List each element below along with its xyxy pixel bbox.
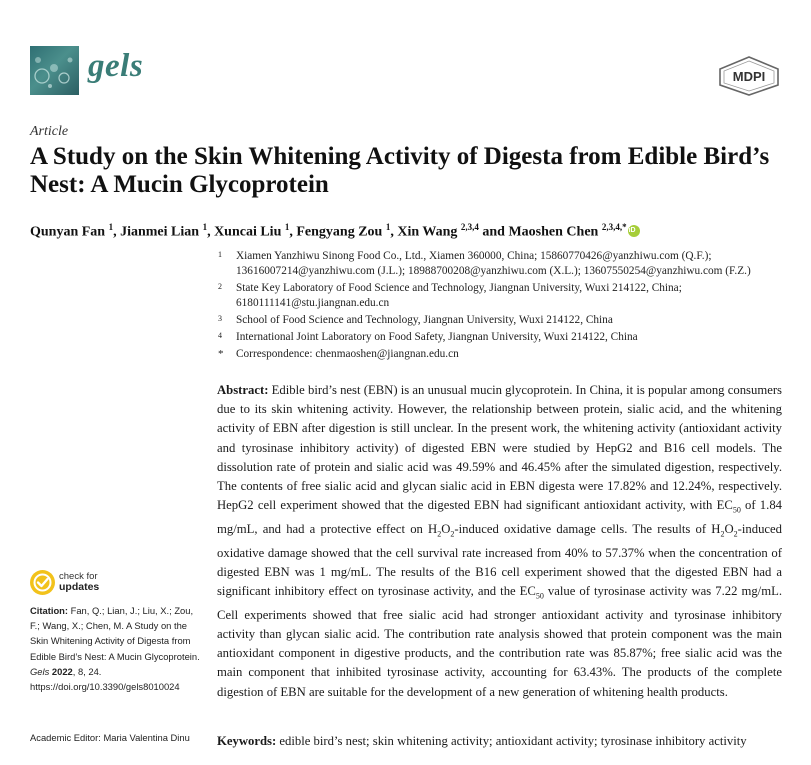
keywords-label: Keywords: bbox=[217, 734, 277, 748]
author-affil-sup: 1 bbox=[202, 222, 208, 232]
abstract-sub: 2 bbox=[450, 529, 455, 539]
citation-text: Fan, Q.; Lian, J.; Liu, X.; Zou, F.; Wang, X.; Chen, M. A Study on the Skin Whitening Activity of Digesta from Edible Bird’s Nest: A Mucin Glycoprotein. bbox=[30, 605, 200, 662]
abstract-text: of 1.84 mg/mL, and had a protective effect on H bbox=[217, 498, 783, 536]
check-updates-line2: updates bbox=[59, 581, 100, 593]
abstract-sub: 2 bbox=[437, 529, 442, 539]
abstract-text: value of tyrosinase activity was 7.22 mg/mL. Cell experiments showed that free sialic acid had stronger antioxidant activity and tyrosinase inhibitory activity than glycan sialic acid. The contribution rate analysis showed that protein component was the main antioxidant component in digestive products, and the contribution rate was 85.87%; free sialic acid was the main component that inhibited tyrosinase activity, accounting for 63.43%. The products of the complete digestion of EBN are suitable for the development of a new generation of whitening health products. bbox=[217, 584, 782, 699]
check-updates-icon bbox=[30, 570, 55, 595]
author-name[interactable]: Xuncai Liu bbox=[214, 224, 282, 240]
author-name[interactable]: Jianmei Lian bbox=[120, 224, 200, 240]
citation-year: 2022 bbox=[49, 665, 73, 677]
abstract-text: Edible bird’s nest (EBN) is an unusual mucin glycoprotein. In China, it is popular among consumers due to its skin whitening activity. However, the relationship between protein, sialic acid, and the whitening activity of EBN after digestion is still unclear. In the present work, the whitening activity (antioxidant activity and tyrosinase inhibitory activity) of digested EBN were studied by HepG2 and B16 cell models. The dissolution rate of protein and sialic acid was 49.59% and 46.45% after the simulated digestion, respectively. The contents of free sialic acid and glycan sialic acid in EBN digesta were 17.82% and 12.24%, respectively. HepG2 cell experiment showed that the digested EBN had significant antioxidant activity, with EC bbox=[217, 383, 782, 513]
citation bbox=[30, 603, 200, 694]
affiliation-text: School of Food Science and Technology, Jiangnan University, Wuxi 214122, China bbox=[236, 314, 613, 326]
abstract-text: O bbox=[724, 521, 734, 536]
publisher-logo-text: MDPI bbox=[732, 69, 766, 84]
check-updates-line1: check for bbox=[59, 571, 98, 582]
academic-editor: Academic Editor: Maria Valentina Dinu bbox=[30, 732, 190, 743]
abstract-sub: 50 bbox=[732, 505, 741, 515]
author-affil-sup: 2,3,4 bbox=[460, 222, 479, 232]
citation-label: Citation: bbox=[30, 605, 69, 616]
affiliation-text: State Key Laboratory of Food Science and Technology, Jiangnan University, Wuxi 214122, China; 6180111141@stu.jiangnan.edu.cn bbox=[236, 282, 682, 309]
abstract bbox=[217, 381, 782, 702]
author-affil-sup: 2,3,4,* bbox=[601, 222, 627, 232]
affiliation-item bbox=[218, 347, 798, 362]
publisher-logo[interactable] bbox=[718, 56, 780, 96]
abstract-text: O bbox=[441, 521, 451, 536]
article-title: A Study on the Skin Whitening Activity of Digesta from Edible Bird’s Nest: A Mucin Glycoprotein bbox=[30, 143, 770, 198]
abstract-sub: 50 bbox=[535, 591, 544, 601]
author-list: Qunyan Fan $^1$, Jianmei Lian $^1$, Xuncai Liu $^1$, Fengyang Zou $^1$, Xin Wang $^{2,3,4}$ and Maoshen Chen $^{2,3,4,*}$iD bbox=[30, 222, 790, 241]
affiliation-list bbox=[218, 249, 798, 364]
correspondence-text[interactable]: Correspondence: chenmaoshen@jiangnan.edu.cn bbox=[236, 348, 459, 360]
journal-name[interactable]: gels bbox=[88, 48, 144, 84]
abstract-label: Abstract: bbox=[217, 383, 269, 397]
citation-journal: Gels bbox=[30, 665, 50, 677]
author-name[interactable]: Qunyan Fan bbox=[30, 224, 106, 240]
affiliation-mark: 2 bbox=[218, 282, 222, 291]
affiliation-mark: * bbox=[218, 348, 224, 360]
citation-doi[interactable]: , 8, 24. https://doi.org/10.3390/gels8010024 bbox=[30, 665, 180, 693]
affiliation-text: Xiamen Yanzhiwu Sinong Food Co., Ltd., Xiamen 360000, China; 15860770426@yanzhiwu.com (Q.F.); 13616007214@yanzhiwu.com (J.L.); 18988700208@yanzhiwu.com (X.L.); 13607550254@yanzhiwu.com (F.Z.) bbox=[236, 250, 751, 277]
affiliation-text: International Joint Laboratory on Food Safety, Jiangnan University, Wuxi 214122, China bbox=[236, 331, 638, 343]
affiliation-item bbox=[218, 313, 798, 328]
author-affil-sup: 1 bbox=[385, 222, 391, 232]
orcid-icon[interactable] bbox=[628, 225, 640, 237]
keywords-text: edible bird’s nest; skin whitening activity; antioxidant activity; tyrosinase inhibitory activity bbox=[276, 734, 747, 748]
check-updates-text bbox=[59, 571, 99, 593]
author-name[interactable]: Fengyang Zou bbox=[296, 224, 383, 240]
abstract-sub: 2 bbox=[733, 529, 738, 539]
keywords bbox=[217, 734, 797, 749]
abstract-text: -induced oxidative damage cells. The results of H bbox=[454, 521, 721, 536]
journal-logo bbox=[30, 46, 79, 95]
affiliation-mark: 3 bbox=[218, 314, 222, 323]
abstract-text: -induced oxidative damage showed that the cell survival rate increased from 40% to 57.37% when the concentration of digested EBN was 1 mg/mL. The results of the B16 cell experiment showed that the digested EBN had a significant inhibitory effect on tyrosinase activity, and the EC bbox=[217, 521, 783, 599]
author-name[interactable]: Maoshen Chen bbox=[508, 224, 599, 240]
affiliation-item bbox=[218, 249, 798, 279]
author-name[interactable]: Xin Wang bbox=[397, 224, 458, 240]
abstract-sub: 2 bbox=[720, 529, 725, 539]
author-affil-sup: 1 bbox=[284, 222, 290, 232]
affiliation-item bbox=[218, 281, 798, 311]
affiliation-item bbox=[218, 330, 798, 345]
affiliation-mark: 4 bbox=[218, 331, 222, 340]
author-affil-sup: 1 bbox=[108, 222, 114, 232]
affiliation-mark: 1 bbox=[218, 250, 222, 259]
article-type: Article bbox=[30, 124, 69, 139]
